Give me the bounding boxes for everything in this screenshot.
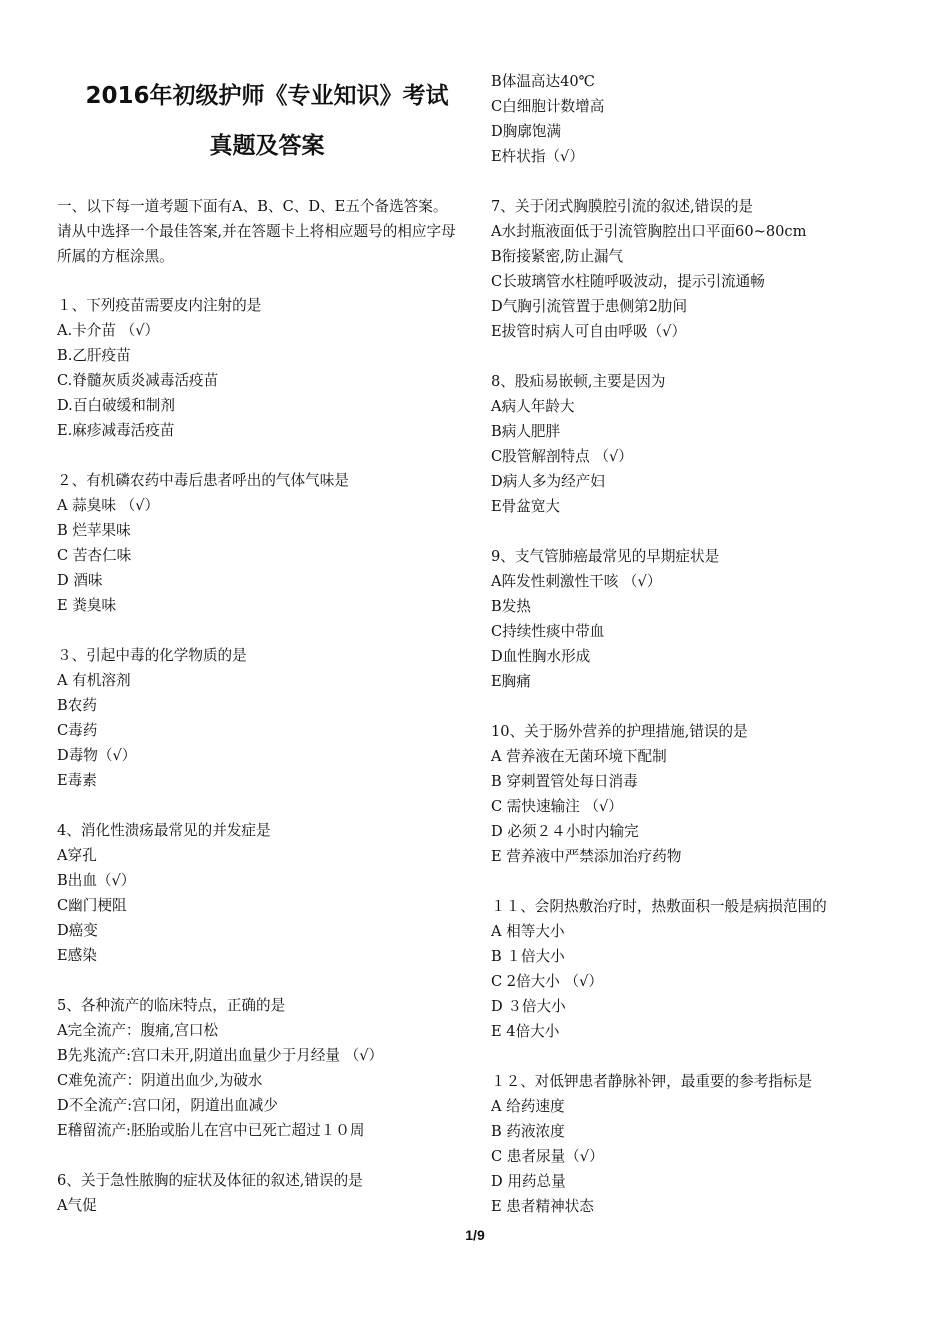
question-text: 4、消化性溃疡最常见的并发症是 bbox=[57, 822, 271, 839]
answer-option: C持续性痰中带血 bbox=[491, 623, 605, 640]
answer-option: A气促 bbox=[57, 1197, 97, 1214]
answer-option: C毒药 bbox=[57, 722, 98, 739]
question-text: ２、有机磷农药中毒后患者呼出的气体气味是 bbox=[57, 472, 349, 489]
question-text: １１、会阴热敷治疗时，热敷面积一般是病损范围的 bbox=[491, 898, 827, 915]
answer-option: B衔接紧密,防止漏气 bbox=[491, 248, 624, 265]
answer-option: B 烂苹果味 bbox=[57, 522, 131, 539]
answer-option: E 患者精神状态 bbox=[491, 1198, 594, 1215]
instructions-paragraph: 一、以下每一道考题下面有A、B、C、D、E五个备选答案。请从中选择一个最佳答案,并在答题卡上将相应题号的相应字母所属的方框涂黑。 bbox=[57, 198, 456, 265]
question-text: 7、关于闭式胸膜腔引流的叙述,错误的是 bbox=[491, 198, 754, 215]
answer-option: B 药液浓度 bbox=[491, 1123, 565, 1140]
answer-option: E胸痛 bbox=[491, 673, 531, 690]
answer-option: B １倍大小 bbox=[491, 948, 565, 965]
answer-option: C股管解剖特点 （√） bbox=[491, 448, 633, 465]
answer-option: D 必须２４小时内输完 bbox=[491, 823, 639, 840]
answer-option: D毒物（√） bbox=[57, 747, 137, 764]
question-text: 10、关于肠外营养的护理措施,错误的是 bbox=[491, 723, 748, 740]
answer-option: D不全流产:宫口闭，阴道出血减少 bbox=[57, 1097, 278, 1114]
answer-option: A穿孔 bbox=[57, 847, 97, 864]
answer-option: A 蒜臭味 （√） bbox=[57, 497, 160, 514]
answer-option: C 苦杏仁味 bbox=[57, 547, 132, 564]
document-subtitle: 真题及答案 bbox=[209, 133, 325, 159]
answer-option: A 给药速度 bbox=[491, 1098, 565, 1115]
answer-option: B先兆流产:宫口未开,阴道出血量少于月经量 （√） bbox=[57, 1047, 384, 1064]
answer-option: D ３倍大小 bbox=[491, 998, 566, 1015]
answer-option: D病人多为经产妇 bbox=[491, 473, 605, 490]
answer-option: C难免流产：阴道出血少,为破水 bbox=[57, 1072, 263, 1089]
answer-option: D.百白破缓和制剂 bbox=[57, 397, 175, 414]
question-text: ３、引起中毒的化学物质的是 bbox=[57, 647, 247, 664]
answer-option: E杵状指（√） bbox=[491, 148, 584, 165]
answer-option: D气胸引流管置于患侧第2肋间 bbox=[491, 298, 688, 315]
answer-option: B体温高达40℃ bbox=[491, 73, 595, 90]
answer-option: E 营养液中严禁添加治疗药物 bbox=[491, 848, 682, 865]
answer-option: C白细胞计数增高 bbox=[491, 98, 605, 115]
answer-option: C长玻璃管水柱随呼吸波动，提示引流通畅 bbox=[491, 273, 765, 290]
answer-option: A 相等大小 bbox=[491, 923, 565, 940]
answer-option: B病人肥胖 bbox=[491, 423, 561, 440]
page-number: 1/9 bbox=[465, 1227, 485, 1243]
question-text: １、下列疫苗需要皮内注射的是 bbox=[57, 297, 262, 314]
answer-option: C 患者尿量（√） bbox=[491, 1148, 604, 1165]
answer-option: A阵发性刺激性干咳 （√） bbox=[491, 573, 662, 590]
answer-option: A 营养液在无菌环境下配制 bbox=[491, 748, 667, 765]
answer-option: E 4倍大小 bbox=[491, 1023, 560, 1040]
answer-option: D 酒味 bbox=[57, 572, 103, 589]
answer-option: C 需快速输注 （√） bbox=[491, 798, 623, 815]
answer-option: E稽留流产:胚胎或胎儿在宫中已死亡超过１０周 bbox=[57, 1122, 365, 1139]
question-text: 9、支气管肺癌最常见的早期症状是 bbox=[491, 548, 720, 565]
answer-option: B 穿刺置管处每日消毒 bbox=[491, 773, 638, 790]
answer-option: C幽门梗阻 bbox=[57, 897, 127, 914]
answer-option: A 有机溶剂 bbox=[57, 672, 131, 689]
question-text: １２、对低钾患者静脉补钾，最重要的参考指标是 bbox=[491, 1073, 813, 1090]
answer-option: D 用药总量 bbox=[491, 1173, 566, 1190]
answer-option: E骨盆宽大 bbox=[491, 498, 561, 515]
answer-option: A病人年龄大 bbox=[491, 398, 575, 415]
answer-option: E拔管时病人可自由呼吸（√） bbox=[491, 323, 687, 340]
answer-option: B发热 bbox=[491, 598, 531, 615]
answer-option: E感染 bbox=[57, 947, 97, 964]
answer-option: D胸廓饱满 bbox=[491, 123, 562, 140]
answer-option: B出血（√） bbox=[57, 872, 136, 889]
answer-option: A.卡介苗 （√） bbox=[57, 322, 160, 339]
document-title: 2016年初级护师《专业知识》考试 bbox=[85, 83, 449, 109]
answer-option: B农药 bbox=[57, 697, 97, 714]
answer-option: A水封瓶液面低于引流管胸腔出口平面60~80cm bbox=[491, 223, 807, 240]
answer-option: C 2倍大小 （√） bbox=[491, 973, 603, 990]
answer-option: E毒素 bbox=[57, 772, 97, 789]
answer-option: E 粪臭味 bbox=[57, 597, 117, 614]
question-text: 8、股疝易嵌顿,主要是因为 bbox=[491, 373, 666, 390]
answer-option: C.脊髓灰质炎减毒活疫苗 bbox=[57, 372, 219, 389]
answer-option: D血性胸水形成 bbox=[491, 648, 591, 665]
answer-option: A完全流产：腹痛,宫口松 bbox=[57, 1022, 219, 1039]
answer-option: B.乙肝疫苗 bbox=[57, 347, 131, 364]
answer-option: E.麻疹减毒活疫苗 bbox=[57, 422, 175, 439]
question-text: 5、各种流产的临床特点，正确的是 bbox=[57, 997, 286, 1014]
question-text: 6、关于急性脓胸的症状及体征的叙述,错误的是 bbox=[57, 1172, 363, 1189]
answer-option: D癌变 bbox=[57, 922, 98, 939]
